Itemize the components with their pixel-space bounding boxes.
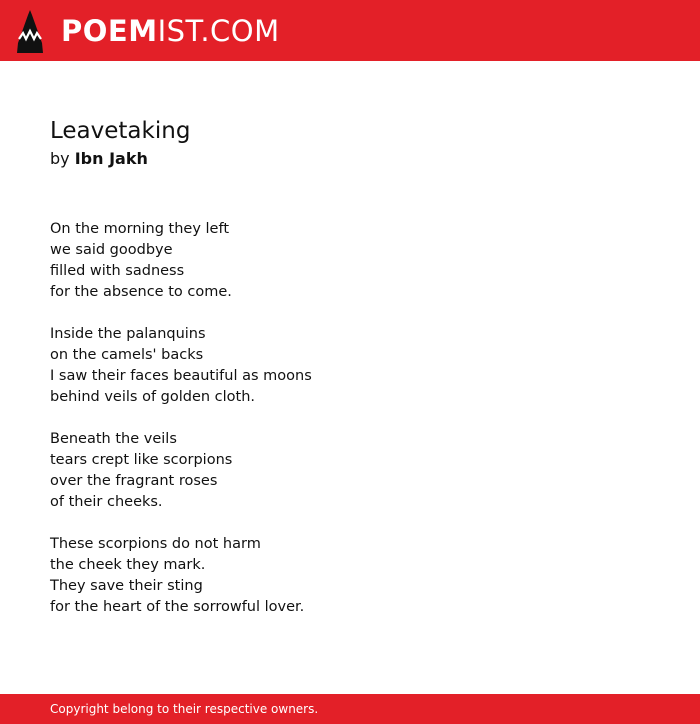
copyright-text: Copyright belong to their respective owners. [50,702,319,716]
poem-line: Inside the palanquins [50,326,206,342]
poem-line: behind veils of golden cloth. [50,389,256,405]
poem-title: Leavetaking [50,118,191,144]
brand-bold-part: POEM [61,13,158,48]
poem-line: tears crept like scorpions [50,452,233,468]
poem-body [50,219,650,618]
author-name[interactable]: Ibn Jakh [74,149,148,168]
poem-line: of their cheeks. [50,494,163,510]
poem-line: They save their sting [50,578,203,594]
poem-line: on the camels' backs [50,347,204,363]
poem-content [50,114,650,639]
poem-line: On the morning they left [50,221,230,237]
byline [50,148,650,169]
poem-line: Beneath the veils [50,431,177,447]
site-footer [0,694,700,724]
poem-stanza [50,429,650,513]
poem-line: I saw their faces beautiful as moons [50,368,312,384]
poem-line: for the heart of the sorrowful lover. [50,599,305,615]
poem-line: the cheek they mark. [50,557,206,573]
home-logo-link[interactable] [16,9,280,53]
poem-stanza [50,324,650,408]
poem-stanza [50,219,650,303]
poem-line: filled with sadness [50,263,185,279]
poem-line: for the absence to come. [50,284,232,300]
poem-line: These scorpions do not harm [50,536,261,552]
poem-line: we said goodbye [50,242,173,258]
brand-light-part: IST.COM [157,13,280,48]
by-label: by [50,149,70,168]
site-brand [61,13,280,48]
pencil-tip-icon [16,9,44,53]
site-header [0,0,700,61]
poem-line: over the fragrant roses [50,473,218,489]
poem-stanza [50,534,650,618]
